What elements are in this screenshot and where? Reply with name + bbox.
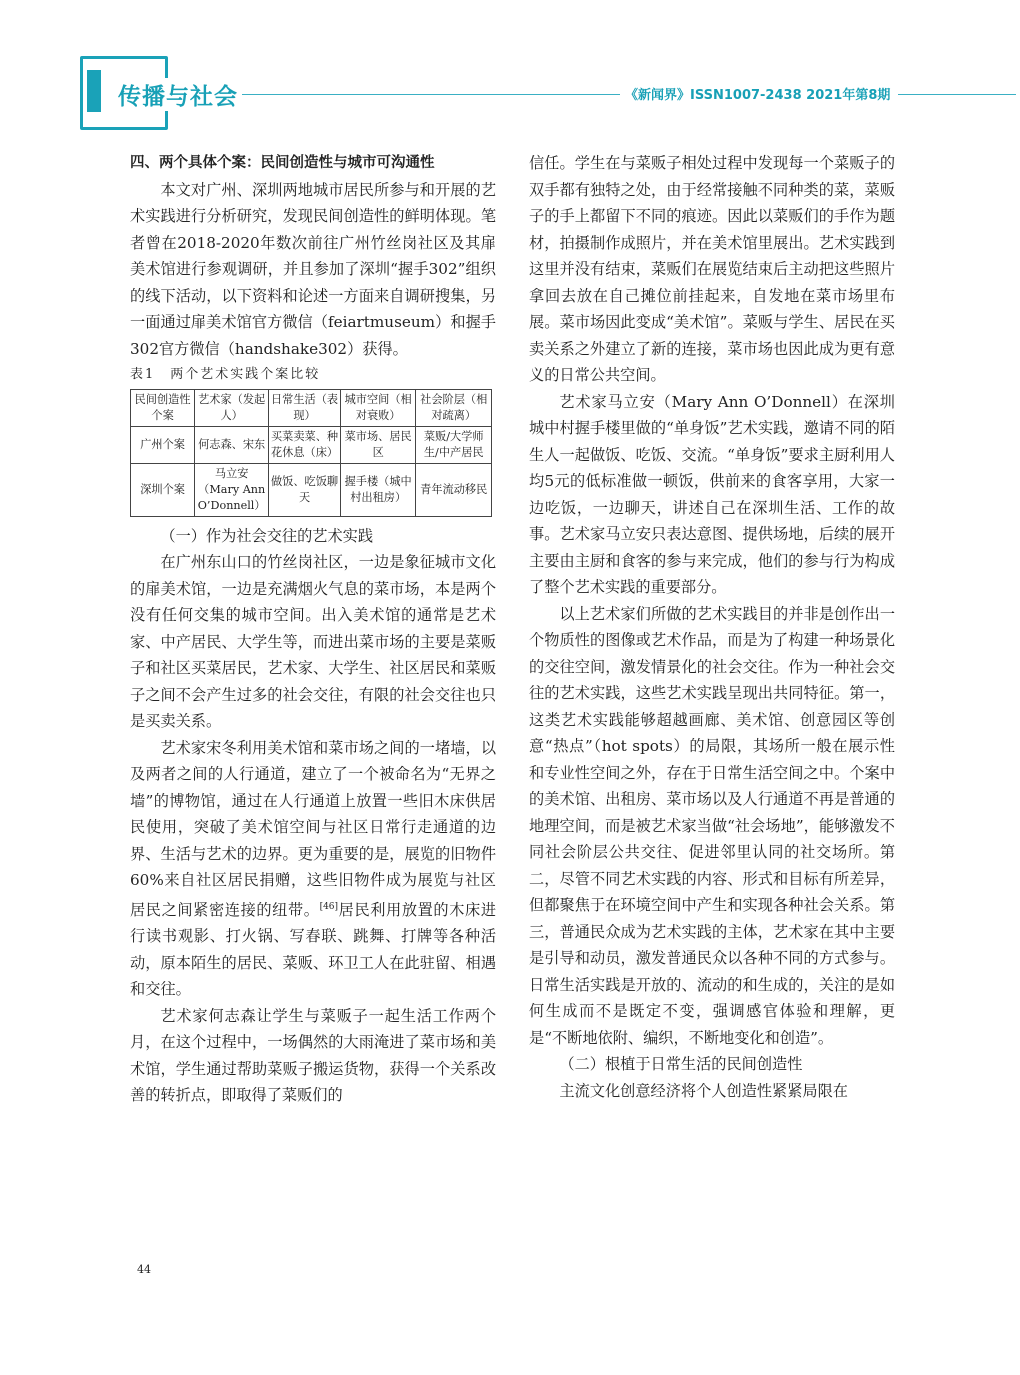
table-header-cell: 城市空间（相对衰败） <box>340 389 416 426</box>
table-row <box>131 463 492 516</box>
table-cell: 青年流动移民 <box>416 463 492 516</box>
table-header-cell: 艺术家（发起人） <box>195 389 269 426</box>
paragraph <box>130 735 496 1003</box>
section-title: 传播与社会 <box>118 78 242 111</box>
page-number: 44 <box>137 1263 151 1276</box>
table-cell: 广州个案 <box>131 426 195 463</box>
table-cell: 做饭、吃饭聊天 <box>269 463 341 516</box>
table-header-cell: 日常生活（表现） <box>269 389 341 426</box>
header-rule-left <box>226 94 620 95</box>
subsection-heading: （二）根植于日常生活的民间创造性 <box>559 1055 803 1073</box>
paragraph: 主流文化创意经济将个人创造性紧紧局限在 <box>559 1081 848 1100</box>
paragraph: 信任。学生在与菜贩子相处过程中发现每一个菜贩子的双手都有独特之处，由于经常接触不同种类的菜，菜贩子的手上都留下不同的痕迹。因此以菜贩们的手作为题材，拍摄制作成照片，并在美术馆里展出。艺术实践到这里并没有结束，菜贩们在展览结束后主动把这些照片拿回去放在自己摊位前挂起来，自发地在菜市场里布展。菜市场因此变成“美术馆”。菜贩与学生、居民在买卖关系之外建立了新的连接，菜市场也因此成为更有意义的日常公共空间。 <box>529 154 895 384</box>
subsection-heading: （一）作为社会交往的艺术实践 <box>160 526 374 545</box>
table-header-row <box>131 389 492 426</box>
paragraph: 以上艺术家们所做的艺术实践目的并非是创作出一个物质性的图像或艺术作品，而是为了构建一种场景化的交往空间，激发情景化的社会交往。作为一种社会交往的艺术实践，这些艺术实践呈现出共同特征。第一，这类艺术实践能够超越画廊、美术馆、创意园区等创意“热点”（hot spots）的局限，其场所一般在展示性和专业性空间之外，存在于日常生活空间之中。个案中的美术馆、出租房、菜市场以及人行通道不再是普通的地理空间，而是被艺术家当做“社会场地”，能够激发不同社会阶层公共交往、促进邻里认同的社交场所。第二，尽管不同艺术实践的内容、形式和目标有所差异，但都聚焦于在环境空间中产生和实现各种社会关系。第三，普通民众成为艺术实践的主体，艺术家在其中主要是引导和动员，激发普通民众以各种不同的方式参与。日常生活实践是开放的、流动的和生成的，关注的是如何生成而不是既定不变，强调感官体验和理解，更是“不断地依附、编织，不断地变化和创造”。 <box>529 604 895 1047</box>
paragraph: 艺术家马立安（Mary Ann O’Donnell）在深圳城中村握手楼里做的“单身饭”艺术实践，邀请不同的陌生人一起做饭、吃饭、交流。“单身饭”要求主厨利用人均5元的低标准做一顿饭，供前来的食客享用，大家一边吃饭，一边聊天，讲述自己在深圳生活、工作的故事。艺术家马立安只表达意图、提供场地，后续的展开主要由主厨和食客的参与来完成，他们的参与行为构成了整个艺术实践的重要部分。 <box>529 392 895 596</box>
header-rule-right <box>898 94 1016 95</box>
table-header-cell: 社会阶层（相对疏离） <box>416 389 492 426</box>
left-column <box>130 150 496 1109</box>
section-logo-bar <box>87 70 101 112</box>
comparison-table <box>130 389 492 517</box>
table-cell: 何志森、宋东 <box>195 426 269 463</box>
table-cell: 买菜卖菜、种花休息（床） <box>269 426 341 463</box>
paragraph: 在广州东山口的竹丝岗社区，一边是象征城市文化的扉美术馆，一边是充满烟火气息的菜市场，本是两个没有任何交集的城市空间。出入美术馆的通常是艺术家、中产居民、大学生等，而进出菜市场的主要是菜贩子和社区买菜居民，艺术家、大学生、社区居民和菜贩子之间不会产生过多的社会交往，有限的社会交往也只是买卖关系。 <box>130 553 496 730</box>
journal-info: 《新闻界》ISSN1007-2438 2021年第8期 <box>625 88 891 103</box>
paragraph: 本文对广州、深圳两地城市居民所参与和开展的艺术实践进行分析研究，发现民间创造性的鲜明体现。笔者曾在2018-2020年数次前往广州竹丝岗社区及其扉美术馆进行参观调研，并且参加了深圳“握手302”组织的线下活动，以下资料和论述一方面来自调研搜集，另一面通过扉美术馆官方微信（feiartmuseum）和握手302官方微信（handshake302）获得。 <box>130 180 496 358</box>
table-cell: 马立安（Mary Ann O’Donnell） <box>195 463 269 516</box>
table-caption: 表1 两个艺术实践个案比较 <box>130 367 321 382</box>
page-header <box>0 0 1020 140</box>
table-cell: 菜贩/大学师生/中产居民 <box>416 426 492 463</box>
table-cell: 握手楼（城中村出租房） <box>340 463 416 516</box>
table-row <box>131 426 492 463</box>
table-cell: 菜市场、居民区 <box>340 426 416 463</box>
section-heading: 四、两个具体个案：民间创造性与城市可沟通性 <box>130 155 435 171</box>
right-column <box>529 150 895 1104</box>
paragraph: 艺术家何志森让学生与菜贩子一起生活工作两个月，在这个过程中，一场偶然的大雨淹进了菜市场和美术馆，学生通过帮助菜贩子搬运货物，获得一个关系改善的转折点，即取得了菜贩们的 <box>130 1006 496 1105</box>
paragraph-text: 居民利用放置的木床进行读书观影、打火锅、写春联、跳舞、打牌等各种活动，原本陌生的居民、菜贩、环卫工人在此驻留、相遇和交往。 <box>130 900 497 999</box>
table-header-cell: 民间创造性个案 <box>131 389 195 426</box>
paragraph-text: 艺术家宋冬利用美术馆和菜市场之间的一堵墙，以及两者之间的人行通道，建立了一个被命名为“无界之墙”的博物馆，通过在人行通道上放置一些旧木床供居民使用，突破了美术馆空间与社区日常行走通道的边界、生活与艺术的边界。更为重要的是，展览的旧物件60%来自社区居民捐赠，这些旧物件成为展览与社区居民之间紧密连接的纽带。 <box>130 738 496 919</box>
table-cell: 深圳个案 <box>131 463 195 516</box>
citation-marker: [46] <box>319 901 339 912</box>
